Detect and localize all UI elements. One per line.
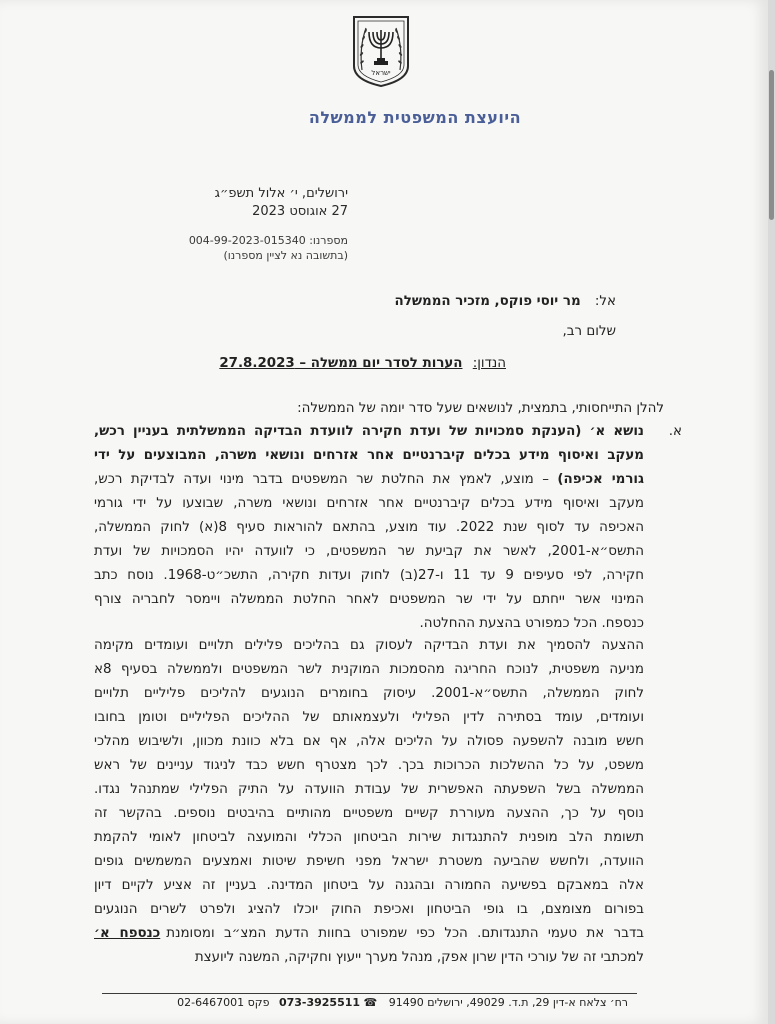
footer-fax: פקס 02-6467001 <box>177 996 270 1009</box>
to-label: אל: <box>594 294 616 309</box>
item-a-text: התשס״א-2001, לאשר את קביעת שר המשפטים, כי לוועדה יהיו הסמכויות של ועדת <box>94 544 644 559</box>
intro-text: להלן התייחסותי, בתמצית, לנושאים שעל סדר יומה של הממשלה: <box>297 401 664 416</box>
item-a-text: – מוצע, לאמץ את החלטת שר המשפטים בדבר מינוי ועדה לבדיקת רכש, <box>94 472 558 487</box>
paragraph-line <box>94 730 644 754</box>
paragraph-text: לחוק הממשלה, התשס״א-2001. עיסוק בחומרים הנוגעים להליכים פליליים תלויים <box>94 686 644 701</box>
paragraph-line <box>94 850 644 874</box>
paragraph-text: ההצעה להסמיך את ועדת הבדיקה לעסוק גם בהליכים פלילים תלויים ועומדים מקימה <box>94 638 644 653</box>
item-a-line <box>94 444 644 468</box>
item-a-paragraph <box>94 420 644 636</box>
paragraph-line <box>94 778 644 802</box>
footer-address: רח׳ צלאח א-דין 29, ת.ד. 49029, ירושלים 91490 <box>388 996 628 1009</box>
footer-divider <box>102 993 637 994</box>
item-a-line <box>94 588 644 612</box>
reference-number: מספרנו: 004-99-2023-015340 <box>188 234 348 247</box>
scrollbar-track[interactable] <box>768 0 775 1024</box>
item-a-line <box>94 492 644 516</box>
reference-note: (בתשובה נא לציין מספרנו) <box>223 249 348 262</box>
footer-contact <box>177 996 628 1009</box>
greeting: שלום רב, <box>562 324 616 339</box>
item-a-bold-text: נושא א׳ (הענקת סמכויות של ועדת חקירה לוועדת הבדיקה הממשלתית בעניין רכש, <box>94 424 644 439</box>
item-a-text: חקירה, לפי סעיפים 9 עד 11 ו-27(ב) לחוק ועדות חקירה, התשכ״ט-1968. נוסח כתב <box>94 568 644 583</box>
paragraph-line <box>94 898 644 922</box>
recipient-line <box>395 294 616 309</box>
item-a-line <box>94 468 644 492</box>
date-hebrew: ירושלים, י׳ אלול תשפ״ג <box>214 186 348 201</box>
paragraph-text: הממשלה בשל השפעתה האפשרית של עבודת הוועדה על התיק הפלילי שמתנהל נגדו. <box>94 782 644 797</box>
paragraph-line <box>94 922 644 946</box>
paragraph-line <box>94 754 644 778</box>
item-a-line <box>94 540 644 564</box>
paragraph-text: בדבר את טעמי התנגדותם. הכל כפי שמפורט בחוות הדעת המצ״ב ומסומנת <box>166 926 644 941</box>
paragraph-line <box>94 946 644 970</box>
item-a-marker: א. <box>668 424 682 439</box>
item-a-line <box>94 612 644 636</box>
date-gregorian: 27 אוגוסט 2023 <box>252 204 348 219</box>
paragraph-text: מניעה משפטית, לנוכח החריגה מהסמכות המוקנית לשר המשפטים ולממשלה בסעיף 8א <box>94 662 644 677</box>
paragraph-line <box>94 874 644 898</box>
paragraph-line <box>94 826 644 850</box>
recipient-name: מר יוסי פוקס, מזכיר הממשלה <box>394 294 581 309</box>
legal-opinion-paragraph <box>94 634 644 970</box>
item-a-text: האכיפה עד לסוף שנת 2022. עוד מוצע, בהתאם להוראות סעיף 8(א) לחוק הממשלה, <box>94 520 645 535</box>
paragraph-text: תשומת הלב מופנית להתנגדות שירות הביטחון הכללי והמועצה לביטחון לאומי להקמת <box>94 830 644 845</box>
item-a-bold-text: מעקב ואיסוף מידע בכלים קיברנטיים אחר אזרחים ונושאי משרה, המבוצעים על ידי <box>94 448 644 463</box>
org-title: היועצת המשפטית לממשלה <box>308 108 522 127</box>
phone-icon: ☎ <box>363 996 378 1009</box>
paragraph-text: חשש מובנה להשפעה פסולה על הליכים אלה, אף אם בלא כוונת מכוון, ולשיבוש מהלכי <box>94 734 644 749</box>
paragraph-text: משפט, על כל ההשלכות הכרוכות בכך. לכך מצטרף חשש כבד לניגוד עניינים של ראש <box>94 758 644 773</box>
paragraph-text: נוסף על כך, ההצעה מעוררת קשיים משפטיים מהותיים בהיבטים נוספים. בהקשר זה <box>94 806 644 821</box>
paragraph-line <box>94 634 644 658</box>
item-a-line <box>94 420 644 444</box>
subject-line <box>219 356 506 371</box>
paragraph-text: אלה במאבקם בפשיעה החמורה ובהגנה על ביטחון המדינה. בעניין זה אציע לקיים דיון <box>94 878 644 893</box>
subject-text: הערות לסדר יום ממשלה – 27.8.2023 <box>219 356 463 371</box>
subject-label: הנדון: <box>472 356 506 371</box>
item-a-text: מעקב ואיסוף מידע בכלים קיברנטיים אחר אזרחים ונושאי משרה, שבוצעו על ידי גורמי <box>94 496 644 511</box>
item-a-text: המינוי אשר ייחתם על ידי שר המשפטים לאחר החלטת הממשלה ויימסר לחבריה צורף <box>94 592 644 607</box>
menorah-emblem-icon <box>350 14 412 88</box>
item-a-line <box>94 516 644 540</box>
paragraph-line <box>94 658 644 682</box>
paragraph-text: הוועדה, ולחשש שהביעה משטרת ישראל מפני חשיפת שיטות ואמצעים המשמשים גופים <box>94 854 644 869</box>
paragraph-text: למכתבי זה של עורכי הדין שרון אפק, מנהל מערך ייעוץ וחקיקה, המשנה ליועצת <box>194 950 644 965</box>
paragraph-line <box>94 802 644 826</box>
paragraph-text: בפורום מצומצם, בו גופי הביטחון ואכיפת החוק יוכלו להציג ולפרט לשרים הנוגעים <box>94 902 644 917</box>
emblem-text: ישראל <box>371 69 391 77</box>
appendix-a-link[interactable]: כנספח א׳ <box>94 926 161 941</box>
paragraph-text: ועומדים, עומד בסתירה לדין הפלילי ולעצמאותם של ההליכים הפליליים וטומן בחובו <box>94 710 644 725</box>
item-a-line <box>94 564 644 588</box>
item-a-bold-text: גורמי אכיפה) <box>557 472 644 487</box>
paragraph-line <box>94 706 644 730</box>
paragraph-line <box>94 682 644 706</box>
item-a-text: כנספח. הכל כמפורט בהצעת ההחלטה. <box>419 616 644 631</box>
footer-phone: 073-3925511 <box>278 996 361 1009</box>
scrollbar-thumb[interactable] <box>769 70 774 220</box>
